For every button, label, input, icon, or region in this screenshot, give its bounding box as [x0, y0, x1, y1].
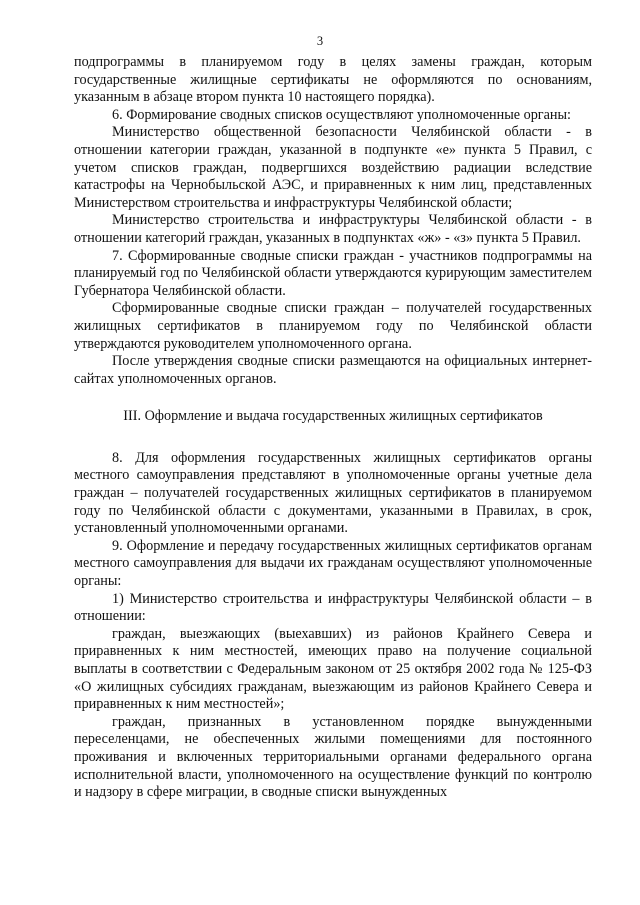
paragraph: подпрограммы в планируемом году в целях замены граждан, которым государственные жилищные сертификаты не оформляются по основаниям, указанным в абзаце втором пункта 10 настоящего порядка).	[74, 54, 592, 106]
paragraph: 7. Сформированные сводные списки граждан - участников подпрограммы на планируемый год по Челябинской области утверждаются курирующим заместителем Губернатора Челябинской области.	[74, 247, 592, 299]
page-number: 3	[316, 34, 324, 48]
section-heading: III. Оформление и выдача государственных жилищных сертификатов	[123, 408, 543, 425]
paragraph: 1) Министерство строительства и инфраструктуры Челябинской области – в отношении:	[74, 590, 592, 625]
paragraph: Министерство строительства и инфраструктуры Челябинской области - в отношении категорий граждан, указанных в подпунктах «ж» - «з» пункта 5 Правил.	[74, 212, 592, 246]
paragraph: 9. Оформление и передачу государственных жилищных сертификатов органам местного самоуправления для выдачи их гражданам осуществляют уполномоченные органы:	[74, 537, 592, 590]
paragraph: После утверждения сводные списки размещаются на официальных интернет-сайтах уполномоченных органов.	[74, 353, 592, 387]
paragraph: Министерство общественной безопасности Челябинской области - в отношении категории граждан, указанной в подпункте «е» пункта 5 Правил, с учетом списков граждан, подвергшихся воздействию радиации вследствие катастрофы на Чернобыльской АЭС, и приравненных к ним лиц, представленных Министерством строительства и инфраструктуры Челябинской области;	[74, 124, 592, 211]
document-body	[74, 54, 592, 802]
paragraph: Сформированные сводные списки граждан – получателей государственных жилищных сертификатов в планируемом году по Челябинской области утверждаются руководителем уполномоченного органа.	[74, 300, 592, 352]
paragraph: 8. Для оформления государственных жилищных сертификатов органы местного самоуправления представляют в уполномоченные органы учетные дела граждан – получателей государственных жилищных сертификатов в планируемом году по Челябинской области с документами, указанными в Правилах, в срок, установленный уполномоченными органами.	[74, 449, 592, 537]
paragraph: 6. Формирование сводных списков осуществляют уполномоченные органы:	[112, 106, 571, 123]
paragraph: граждан, выезжающих (выехавших) из районов Крайнего Севера и приравненных к ним местностей, имеющих право на получение социальной выплаты в соответствии с Федеральным законом от 25 октября 2002 года № 125-ФЗ «О жилищных субсидиях гражданам, выезжающим из районов Крайнего Севера и приравненных к ним местностей»;	[74, 625, 592, 713]
paragraph: граждан, признанных в установленном порядке вынужденными переселенцами, не обеспеченных жилыми помещениями для постоянного проживания и включенных территориальными органами федерального органа исполнительной власти, уполномоченного на осуществление функций по контролю и надзору в сфере миграции, в сводные списки вынужденных	[74, 713, 592, 801]
